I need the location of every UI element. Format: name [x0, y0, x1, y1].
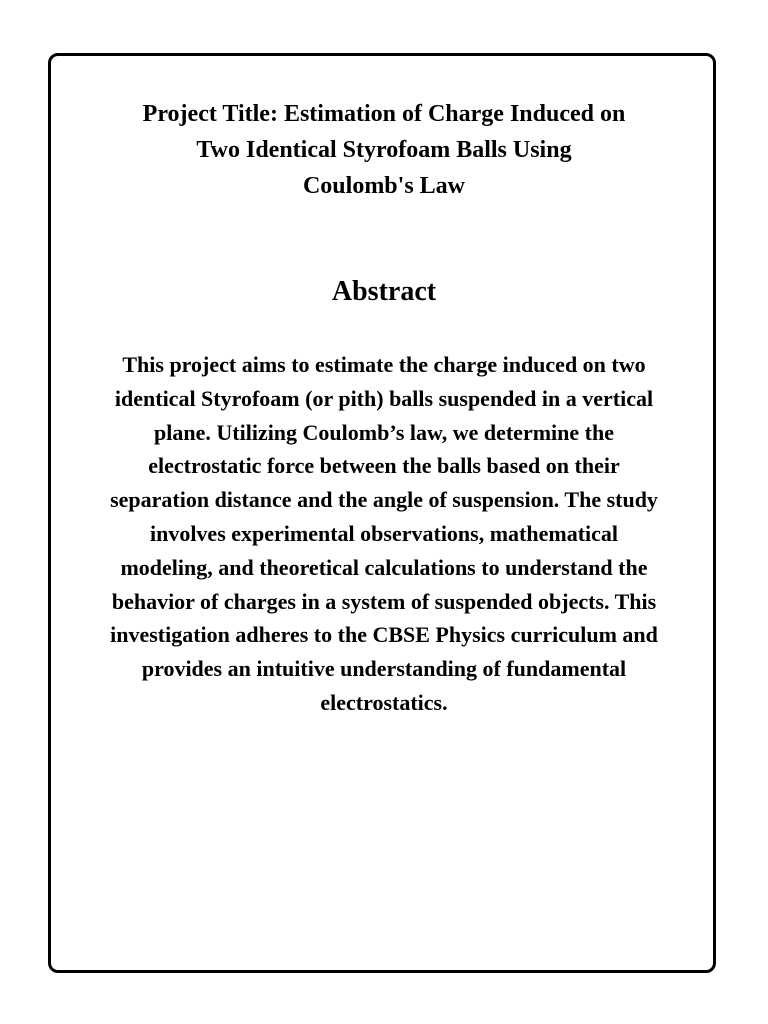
project-title-line-2: Two Identical Styrofoam Balls Using	[196, 137, 572, 163]
abstract-line-9: investigation adheres to the CBSE Physics curriculum and	[110, 622, 658, 648]
abstract-line-6: involves experimental observations, mathematical	[149, 520, 619, 546]
abstract-line-8: behavior of charges in a system of suspended objects. This	[111, 588, 657, 614]
abstract-line-2: identical Styrofoam (or pith) balls suspended in a vertical	[114, 385, 654, 411]
abstract-line-1: This project aims to estimate the charge induced on two	[122, 352, 646, 377]
abstract-line-5: separation distance and the angle of suspension. The study	[110, 487, 658, 513]
abstract-line-4: electrostatic force between the balls based on their	[148, 453, 620, 479]
project-title	[60, 96, 708, 204]
project-title-line-1: Project Title: Estimation of Charge Induced on	[142, 101, 626, 127]
abstract-line-11: electrostatics.	[320, 689, 448, 715]
abstract-line-3: plane. Utilizing Coulomb’s law, we determine the	[154, 419, 614, 445]
project-title-line-3: Coulomb's Law	[302, 173, 466, 199]
abstract-text	[64, 348, 704, 720]
abstract-heading: Abstract	[331, 276, 437, 307]
abstract-line-7: modeling, and theoretical calculations to understand the	[120, 554, 648, 580]
abstract-line-10: provides an intuitive understanding of fundamental	[141, 656, 627, 682]
